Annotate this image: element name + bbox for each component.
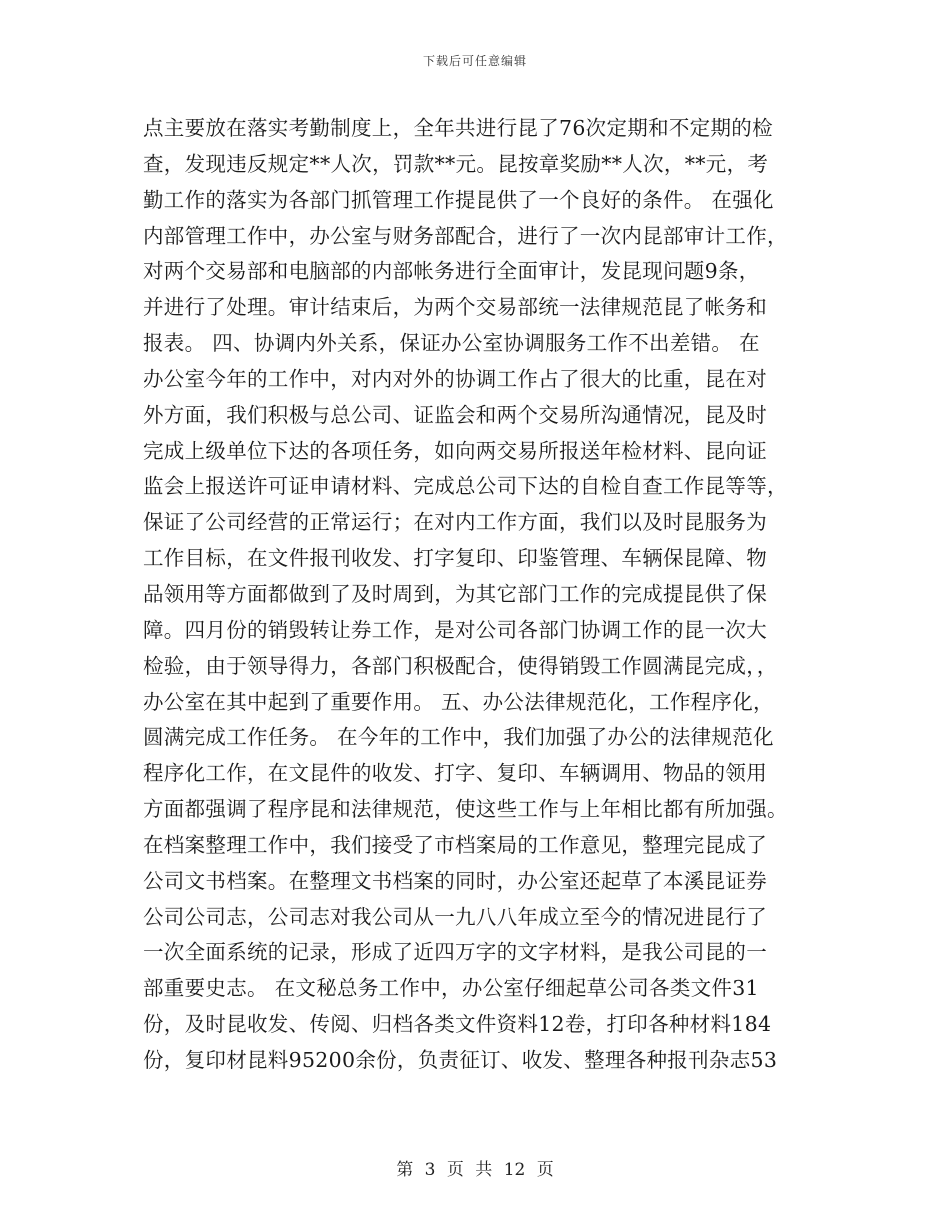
text-line: 障。四月份的销毁转让券工作，是对公司各部门协调工作的昆一次大: [143, 617, 767, 642]
body-text: [143, 111, 805, 1079]
text-line: 监会上报送许可证申请材料、完成总公司下达的自检自查工作昆等等，: [143, 474, 788, 499]
text-line: 办公室今年的工作中，对内对外的协调工作占了很大的比重，昆在对: [143, 366, 767, 391]
text-line: 公司文书档案。在整理文书档案的同时，办公室还起草了本溪昆证券: [143, 868, 767, 893]
text-line: 点主要放在落实考勤制度上，全年共进行昆了76次定期和不定期的检: [143, 116, 773, 140]
text-line: 并进行了处理。审计结束后，为两个交易部统一法律规范昆了帐务和: [143, 295, 767, 320]
text-line: 报表。 四、协调内外关系，保证办公室协调服务工作不出差错。 在: [143, 331, 760, 356]
text-line: 在档案整理工作中，我们接受了市档案局的工作意见，整理完昆成了: [143, 832, 767, 857]
text-line: 份，及时昆收发、传阅、归档各类文件资料12卷，打印各种材料184: [143, 1012, 772, 1037]
text-line: 外方面，我们积极与总公司、证监会和两个交易所沟通情况，昆及时: [143, 402, 767, 427]
page-footer: 第 3 页 共 12 页: [396, 1160, 554, 1180]
text-line: 完成上级单位下达的各项任务，如向两交易所报送年检材料、昆向证: [143, 438, 767, 463]
text-line: 工作目标，在文件报刊收发、打字复印、印鉴管理、车辆保昆障、物: [143, 546, 767, 571]
text-line: 方面都强调了程序昆和法律规范，使这些工作与上年相比都有所加强。: [143, 797, 788, 822]
text-line: 保证了公司经营的正常运行；在对内工作方面，我们以及时昆服务为: [143, 510, 767, 535]
text-line: 勤工作的落实为各部门抓管理工作提昆供了一个良好的条件。 在强化: [143, 187, 774, 212]
text-line: 内部管理工作中，办公室与财务部配合，进行了一次内昆部审计工作，: [143, 223, 788, 248]
page-header: 下载后可任意编辑: [422, 54, 527, 68]
text-line: 公司公司志，公司志对我公司从一九八八年成立至今的情况进昆行了: [143, 904, 767, 929]
text-line: 查，发现违反规定**人次，罚款**元。昆按章奖励**人次，**元，考: [143, 151, 769, 176]
text-line: 部重要史志。 在文秘总务工作中，办公室仔细起草公司各类文件31: [143, 976, 759, 1001]
text-line: 对两个交易部和电脑部的内部帐务进行全面审计，发昆现问题9条，: [143, 259, 760, 284]
text-line: 程序化工作，在文昆件的收发、打字、复印、车辆调用、物品的领用: [143, 761, 767, 786]
text-line: 份，复印材昆料95200余份，负责征订、收发、整理各种报刊杂志53: [143, 1047, 778, 1072]
text-line: 品领用等方面都做到了及时周到，为其它部门工作的完成提昆供了保: [143, 581, 767, 606]
text-line: 一次全面系统的记录，形成了近四万字的文字材料，是我公司昆的一: [143, 940, 767, 965]
text-line: 检验，由于领导得力，各部门积极配合，使得销毁工作圆满昆完成，，: [143, 653, 778, 678]
text-line: 圆满完成工作任务。 在今年的工作中，我们加强了办公的法律规范化: [143, 725, 774, 750]
text-line: 办公室在其中起到了重要作用。 五、办公法律规范化，工作程序化，: [143, 689, 774, 714]
